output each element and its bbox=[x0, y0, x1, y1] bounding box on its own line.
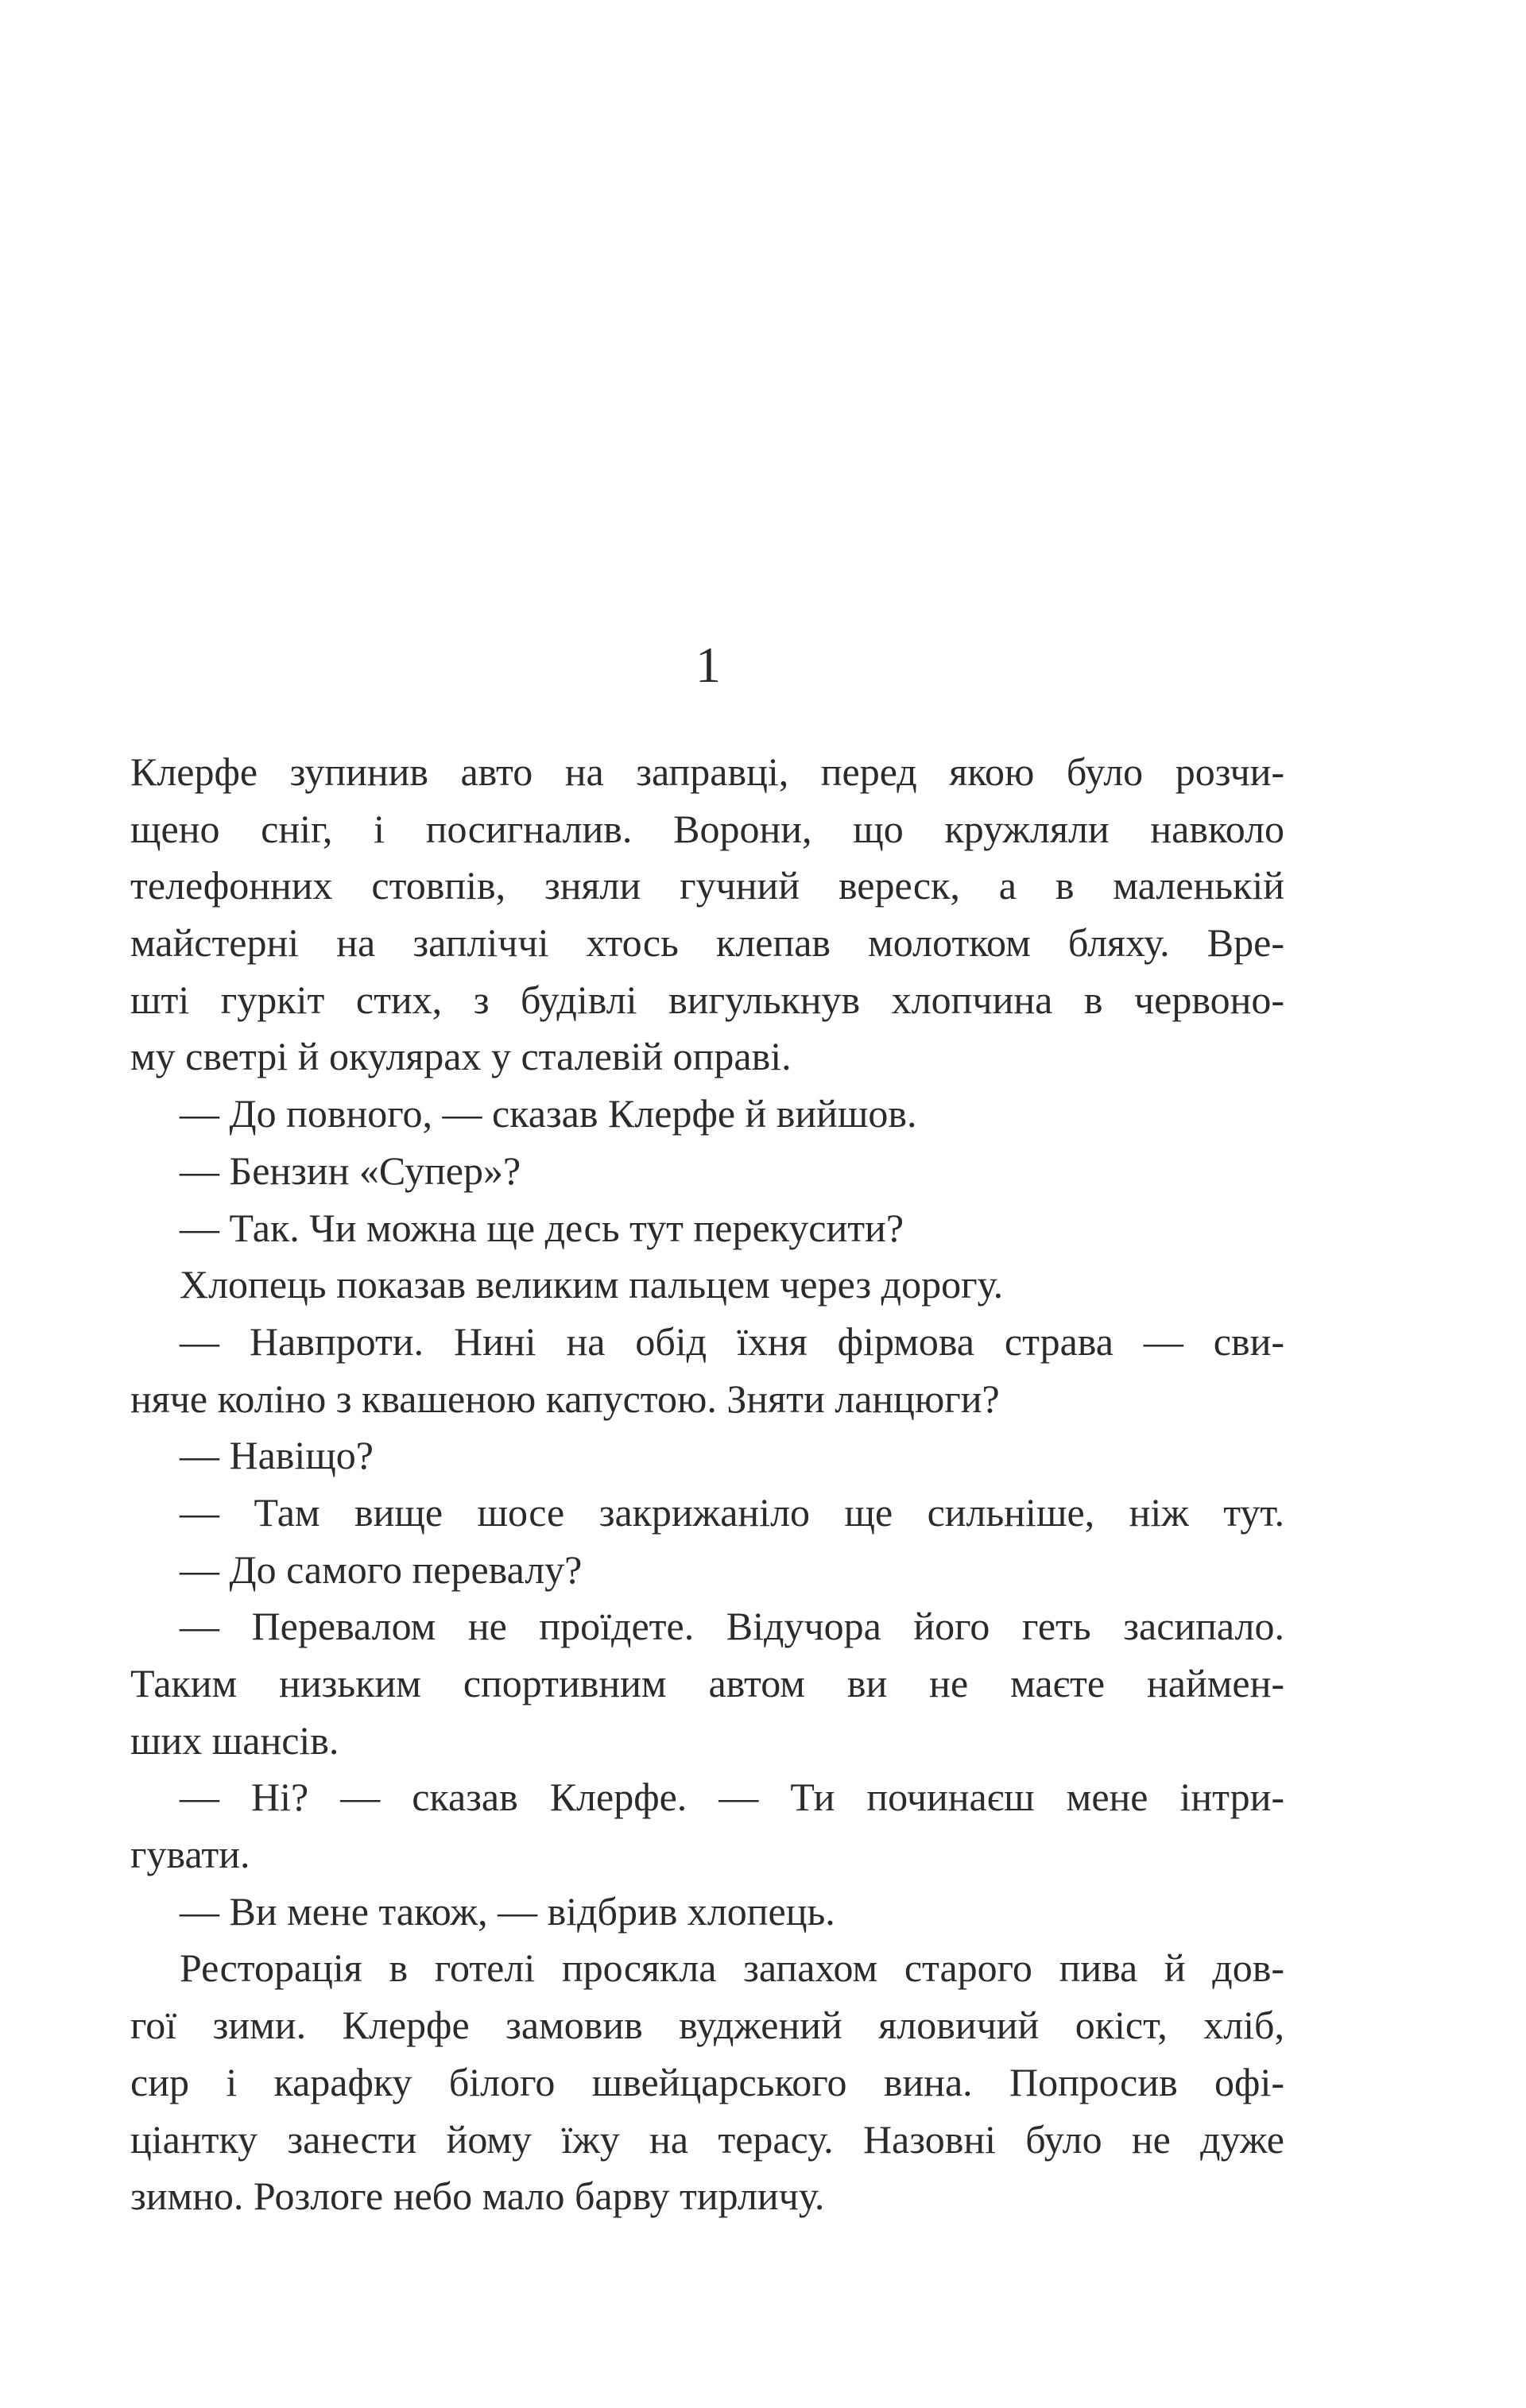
text-line: щено сніг, і посигналив. Ворони, що кружляли навколо bbox=[130, 806, 1284, 851]
text-line: сир і карафку білого швейцарського вина. Попросив офі- bbox=[130, 2059, 1284, 2104]
text-line: шті гуркіт стих, з будівлі вигулькнув хлопчина в червоно- bbox=[130, 977, 1284, 1022]
text-line: майстерні на запліччі хтось клепав молотком бляху. Вре- bbox=[130, 920, 1284, 966]
text-line: — Перевалом не проїдете. Відучора його геть засипало. bbox=[180, 1604, 1284, 1649]
text-line: Хлопець показав великим пальцем через дорогу. bbox=[180, 1262, 1004, 1307]
text-line: ціантку занести йому їжу на терасу. Назовні було не дуже bbox=[130, 2116, 1284, 2162]
text-line: Ресторація в готелі просякла запахом старого пива й дов- bbox=[180, 1945, 1284, 1991]
text-line: ших шансів. bbox=[130, 1717, 339, 1763]
text-line: Таким низьким спортивним автом ви не маєте наймен- bbox=[130, 1661, 1284, 1705]
text-line: — До повного, — сказав Клерфе й вийшов. bbox=[180, 1091, 917, 1136]
text-line: — Ні? — сказав Клерфе. — Ти починаєш мене інтри- bbox=[180, 1775, 1284, 1820]
text-line: Клерфе зупинив авто на заправці, перед якою було розчи- bbox=[130, 749, 1284, 794]
text-line: няче коліно з квашеною капустою. Зняти ланцюги? bbox=[130, 1376, 1000, 1421]
text-line: — Навпроти. Нині на обід їхня фірмова страва — сви- bbox=[180, 1318, 1284, 1364]
text-line: гої зими. Клерфе замовив вуджений яловичий окіст, хліб, bbox=[130, 2003, 1284, 2048]
chapter-number: 1 bbox=[695, 637, 721, 693]
chapter-text bbox=[130, 744, 1284, 2225]
text-line: — Навіщо? bbox=[180, 1433, 374, 1478]
text-line: зимно. Розлоге небо мало барву тирличу. bbox=[130, 2174, 825, 2219]
text-line: — Там вище шосе закрижаніло ще сильніше, ніж тут. bbox=[180, 1489, 1284, 1535]
text-line: телефонних стовпів, зняли гучний вереск, а в маленькій bbox=[130, 863, 1284, 908]
text-line: му светрі й окулярах у сталевій оправі. bbox=[130, 1034, 792, 1079]
text-line: — До самого перевалу? bbox=[180, 1547, 583, 1592]
text-line: — Бензин «Супер»? bbox=[180, 1148, 521, 1193]
text-line: — Ви мене також, — відбрив хлопець. bbox=[180, 1888, 835, 1934]
text-line: — Так. Чи можна ще десь тут перекусити? bbox=[180, 1205, 904, 1250]
text-line: гувати. bbox=[130, 1832, 250, 1877]
